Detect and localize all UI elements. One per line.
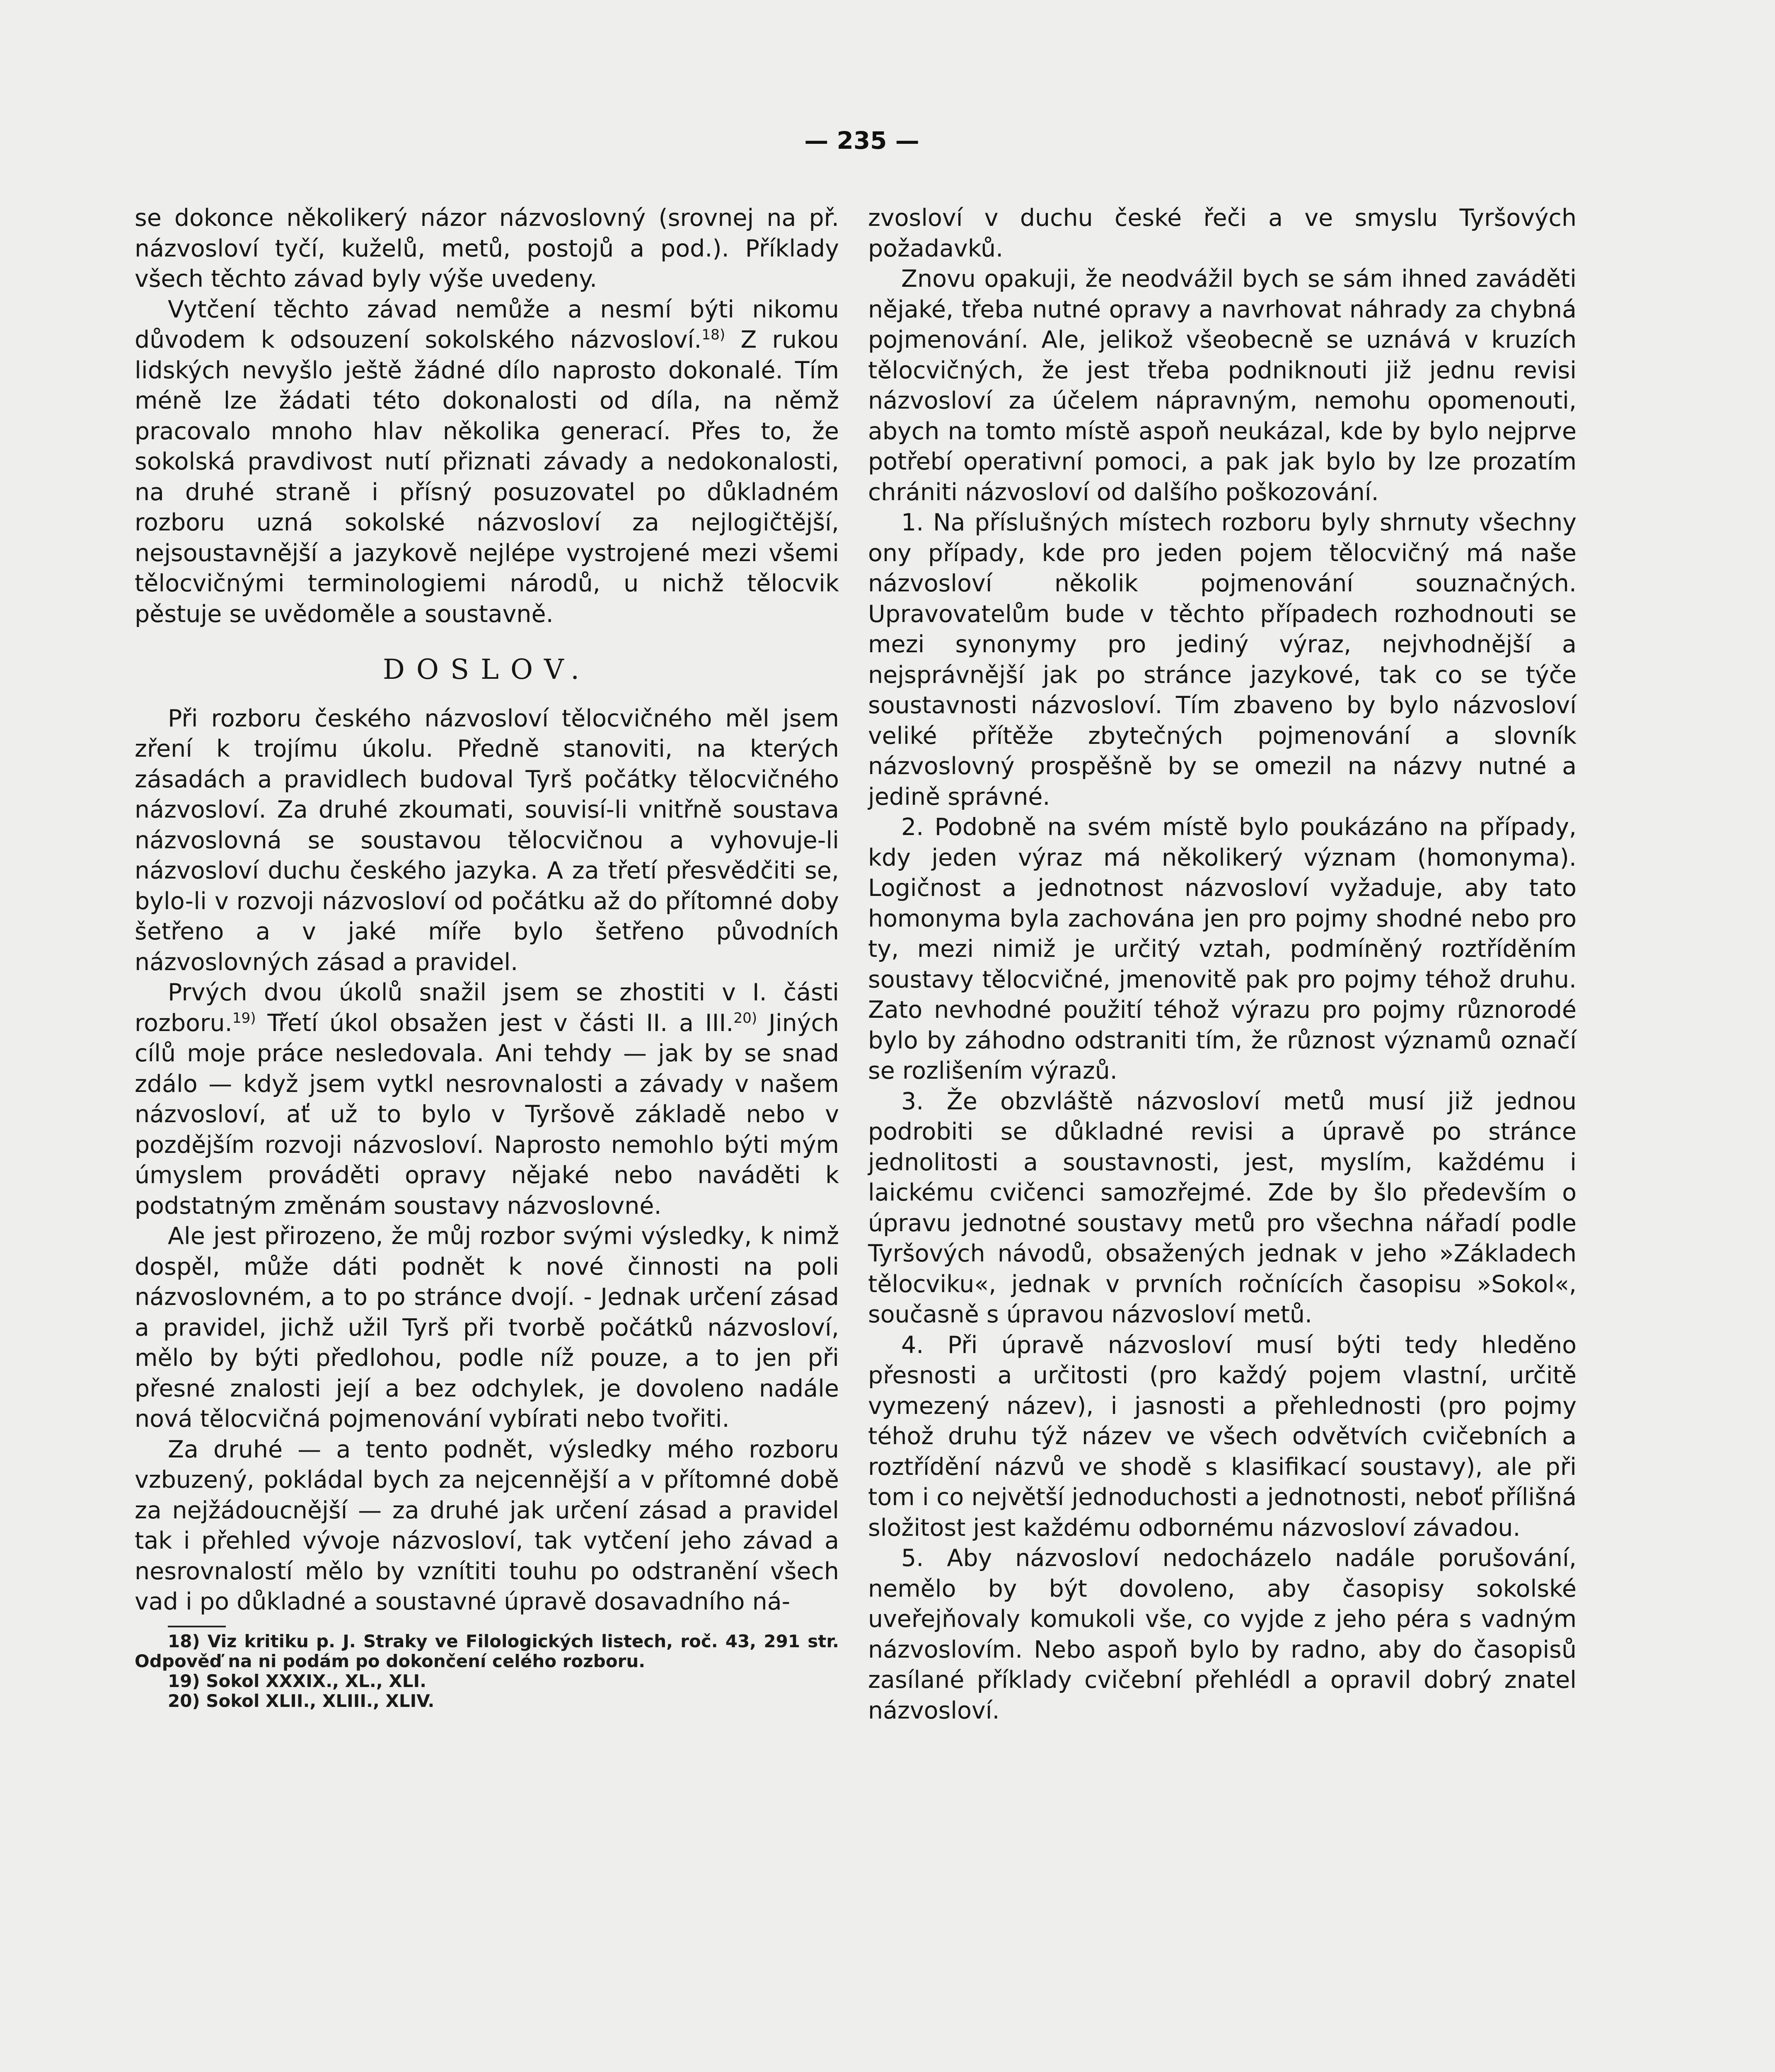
paragraph-text: Prvých dvou úkolů snažil jsem se zhostiti v I. části rozboru. <box>135 979 839 1037</box>
left-column <box>135 203 839 1711</box>
paragraph <box>135 978 839 1221</box>
paragraph-text: Třetí úkol obsažen jest v části II. a III. <box>256 1009 734 1037</box>
paragraph-text: Vytčení těchto závad nemůže a nesmí býti nikomu důvodem k odsouzení sokolského názvosloví. <box>135 295 839 353</box>
paragraph: Znovu opakuji, že neodvážil bych se sám ihned zaváděti nějaké, třeba nutné opravy a navrhovat náhrady za chybná pojmenování. Ale, jelikož všeobecně se uznává v kruzích tělocvičných, že jest třeba podniknouti již jednu revisi názvosloví za účelem nápravným, nemohu opomenouti, abych na tomto místě aspoň neukázal, kde by bylo nejprve potřebí operativní pomoci, a pak jak bylo by lze prozatím chrániti názvosloví od dalšího poškozování. <box>868 265 1577 506</box>
footnote-ref: 19) <box>232 1009 256 1026</box>
footnote: 18) Viz kritiku p. J. Straky ve Filologických listech, roč. 43, 291 str. Odpověď na ni podám po dokončení celého rozboru. <box>135 1631 839 1671</box>
paragraph <box>135 295 839 630</box>
right-column <box>868 203 1577 1726</box>
footnote: 19) Sokol XXXIX., XL., XLI. <box>168 1670 427 1691</box>
paragraph: 3. Že obzvláště názvosloví metů musí již jednou podrobiti se důkladné revisi a úpravě po stránce jednolitosti a soustavnosti, jest, myslím, každému i laickému cvičenci samozřejmé. Zde by šlo především o úpravu jednotné soustavy metů pro všechna nářadí podle Tyršových návodů, obsažených jednak v jeho »Základech tělocviku«, jednak v prvních ročnících časopisu »Sokol«, současně s úpravou názvosloví metů. <box>868 1087 1577 1328</box>
footnote-divider <box>168 1626 226 1627</box>
paragraph: 5. Aby názvosloví nedocházelo nadále porušování, nemělo by být dovoleno, aby časopisy sokolské uveřejňovaly komukoli vše, co vyjde z jeho péra s vadným názvoslovím. Nebo aspoň bylo by radno, aby do časopisů zasílané příklady cvičební přehlédl a opravil dobrý znatel názvosloví. <box>868 1544 1577 1724</box>
paragraph: Ale jest přirozeno, že můj rozbor svými výsledky, k nimž dospěl, může dáti podnět k nové činnosti na poli názvoslovném, a to po stránce dvojí. - Jednak určení zásad a pravidel, jichž užil Tyrš při tvorbě počátků názvosloví, mělo by býti předlohou, podle níž pouze, a to jen při přesné znalosti její a bez odchylek, je dovoleno nadále nová tělocvičná pojmenování vybírati nebo tvořiti. <box>135 1222 839 1433</box>
paragraph: 2. Podobně na svém místě bylo poukázáno na případy, kdy jeden výraz má několikerý význam (homonyma). Logičnost a jednotnost názvosloví vyžaduje, aby tato homonyma byla zachována jen pro pojmy shodné nebo pro ty, mezi nimiž je určitý vztah, podmíněný roztříděním soustavy tělocvičné, jmenovitě pak pro pojmy téhož druhu. Zato nevhodné použití téhož výrazu pro pojmy různorodé bylo by záhodno odstraniti tím, že různost významů označí se rozlišením výrazů. <box>868 813 1577 1084</box>
footnote-ref: 20) <box>733 1009 757 1026</box>
paragraph-text: Z rukou lidských nevyšlo ještě žádné dílo naprosto dokonalé. Tím méně lze žádati této dokonalosti od díla, na němž pracovalo mnoho hlav několika generací. Přes to, že sokolská pravdivost nutí přiznati závady a nedokonalosti, na druhé straně i přísný posuzovatel po důkladném rozboru uzná sokolské názvosloví za nejlogičtější, nejsoustavnější a jazykově nejlépe vystrojené mezi všemi tělocvičnými terminologiemi národů, u nichž tělocvik pěstuje se uvědoměle a soustavně. <box>135 326 839 628</box>
footnote: 20) Sokol XLII., XLIII., XLIV. <box>168 1690 435 1711</box>
section-heading: DOSLOV. <box>382 654 591 685</box>
paragraph: zvosloví v duchu české řeči a ve smyslu Tyršových požadavků. <box>868 204 1577 262</box>
paragraph: Za druhé — a tento podnět, výsledky mého rozboru vzbuzený, pokládal bych za nejcennější a v přítomné době za nejžádoucnější — za druhé jak určení zásad a pravidel tak i přehled vývoje názvosloví, tak vytčení jeho závad a nesrovnalostí mělo by vznítiti touhu po odstranění všech vad i po důkladné a soustavné úpravě dosavadního ná- <box>135 1435 839 1615</box>
paragraph: Při rozboru českého názvosloví tělocvičného měl jsem zření k trojímu úkolu. Předně stanoviti, na kterých zásadách a pravidlech budoval Tyrš počátky tělocvičného názvosloví. Za druhé zkoumati, souvisí-li vnitřně soustava názvoslovná se soustavou tělocvičnou a vyhovuje-li názvosloví duchu českého jazyka. A za třetí přesvědčiti se, bylo-li v rozvoji názvosloví od počátku až do přítomné doby šetřeno a v jaké míře bylo šetřeno původních názvoslovných zásad a pravidel. <box>135 704 839 976</box>
paragraph: 4. Při úpravě názvosloví musí býti tedy hleděno přesnosti a určitosti (pro každý pojem vlastní, určitě vymezený název), i jasnosti a přehlednosti (pro pojmy téhož druhu týž název ve všech odvětvích cvičebních a roztřídění názvů ve shodě s klasifikací soustavy), ale při tom i co největší jednoduchosti a jednotnosti, neboť přílišná složitost jest každému odbornému názvosloví závadou. <box>868 1331 1577 1542</box>
paragraph-text: Jiných cílů moje práce nesledovala. Ani tehdy — jak by se snad zdálo — když jsem vytkl nesrovnalosti a závady v našem názvosloví, ať už to bylo v Tyršově základě nebo v pozdějším rozvoji názvosloví. Naprosto nemohlo býti mým úmyslem prováděti opravy nějaké nebo naváděti k podstatným změnám soustavy názvoslovné. <box>135 1009 839 1220</box>
paragraph: se dokonce několikerý názor názvoslovný (srovnej na př. názvosloví tyčí, kuželů, metů, postojů a pod.). Příklady všech těchto závad byly výše uvedeny. <box>135 204 839 293</box>
footnote-ref: 18) <box>701 327 725 343</box>
page-number: — 235 — <box>804 126 919 155</box>
paragraph: 1. Na příslušných místech rozboru byly shrnuty všechny ony případy, kde pro jeden pojem tělocvičný má naše názvosloví několik pojmenování souznačných. Upravovatelům bude v těchto případech rozhodnouti se mezi synonymy pro jediný výraz, nejvhodnější a nejsprávnější jak po stránce jazykové, tak co se týče soustavnosti názvosloví. Tím zbaveno by bylo názvosloví veliké přítěže zbytečných pojmenování a slovník názvoslovný prospěšně by se omezil na názvy nutné a jedině správné. <box>868 509 1577 811</box>
